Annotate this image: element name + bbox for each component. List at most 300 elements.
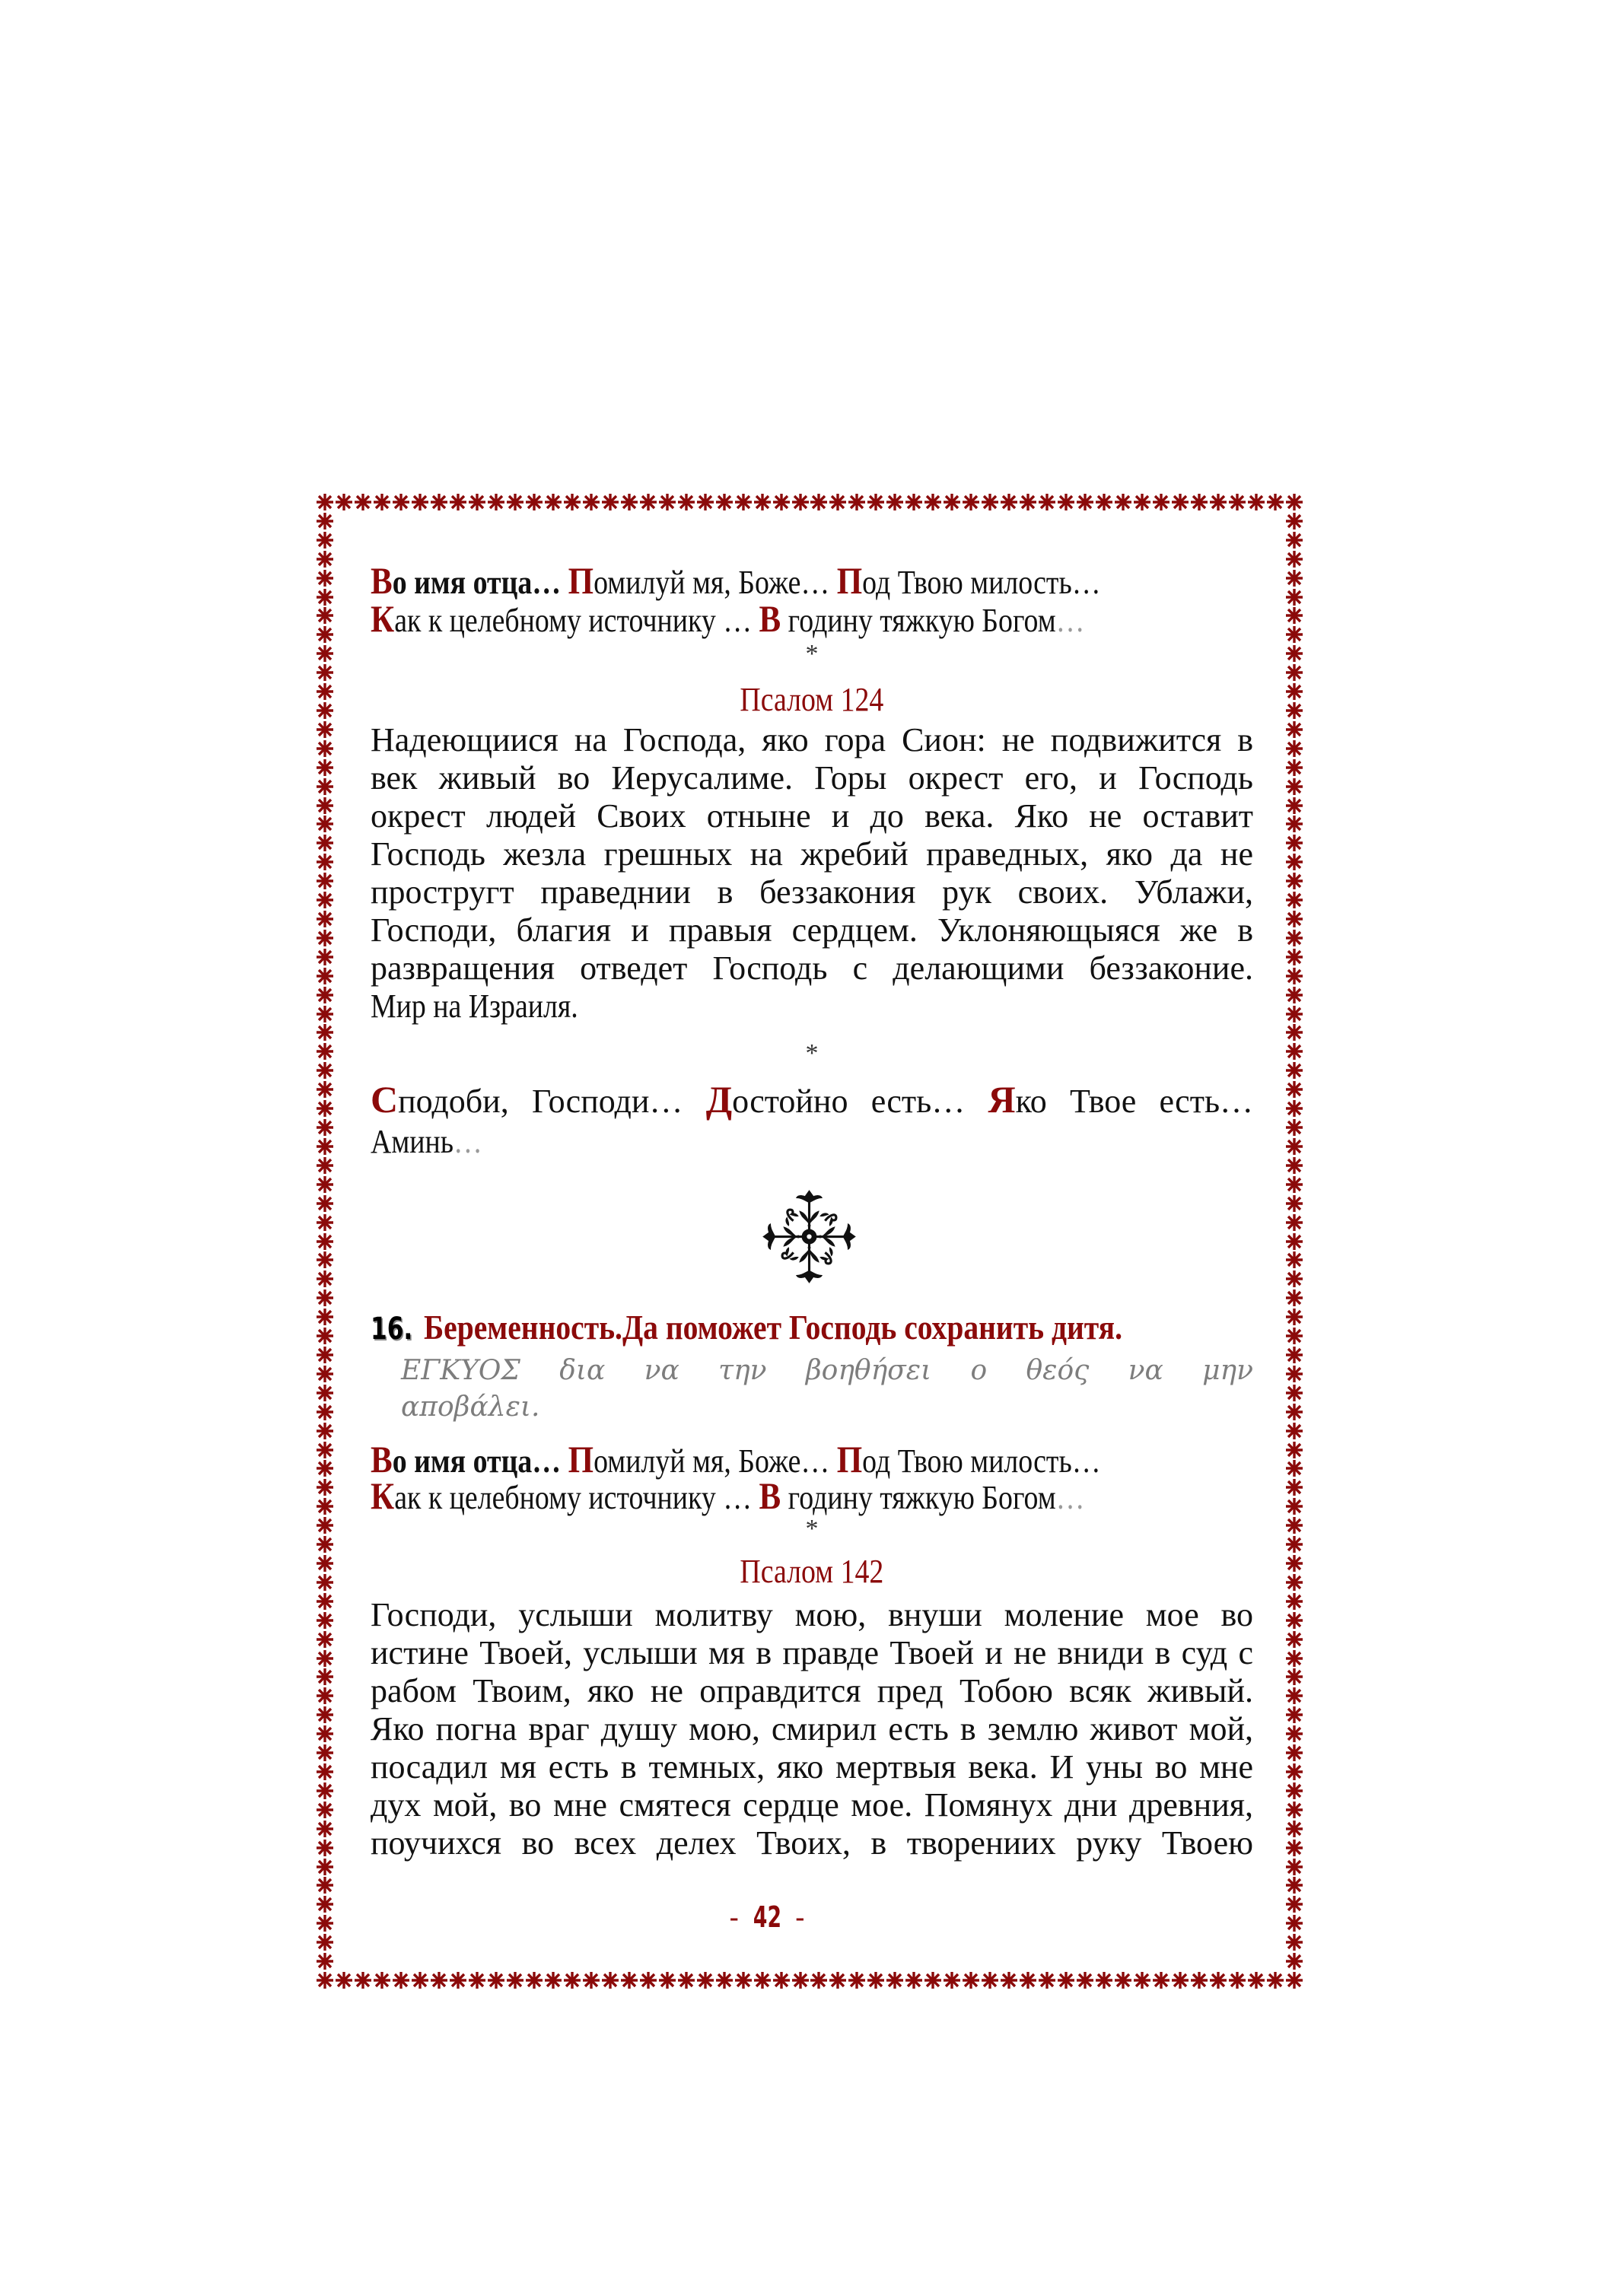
section-number-value: 16	[371, 1312, 404, 1347]
border-asterisk-icon	[316, 1441, 334, 1459]
separator-asterisk: *	[805, 1039, 819, 1067]
border-asterisk-icon	[1285, 625, 1303, 644]
border-asterisk-icon	[791, 1971, 810, 1989]
greek-subtitle-line-1	[401, 1352, 1253, 1390]
border-asterisk-icon	[1266, 1971, 1284, 1989]
border-asterisk-icon	[1285, 1023, 1303, 1041]
initial-letter: К	[371, 1474, 395, 1517]
border-asterisk-icon	[316, 550, 334, 568]
border-asterisk-icon	[316, 891, 334, 909]
border-asterisk-icon	[487, 493, 505, 511]
border-asterisk-icon	[924, 1971, 942, 1989]
psalm-line	[371, 835, 1253, 873]
closing-prayers-line-2	[371, 1123, 1253, 1161]
psalm-line	[371, 1596, 1253, 1634]
border-asterisk-icon	[316, 1346, 334, 1364]
border-asterisk-icon	[1285, 1459, 1303, 1477]
border-asterisk-icon	[1285, 1820, 1303, 1838]
border-asterisk-icon	[1285, 815, 1303, 833]
border-asterisk-icon	[468, 1971, 486, 1989]
border-asterisk-icon	[316, 1858, 334, 1876]
border-asterisk-icon	[1285, 872, 1303, 890]
border-asterisk-icon	[316, 1933, 334, 1951]
border-asterisk-icon	[791, 493, 810, 511]
psalm-line-text: Мир на Израиля.	[371, 987, 578, 1025]
border-asterisk-icon	[1133, 493, 1151, 511]
border-asterisk-icon	[1285, 1365, 1303, 1383]
border-asterisk-icon	[943, 1971, 961, 1989]
border-asterisk-icon	[1285, 1668, 1303, 1686]
border-asterisk-icon	[316, 1971, 334, 1989]
border-asterisk-icon	[316, 1308, 334, 1326]
section-heading	[371, 1307, 1253, 1348]
border-asterisk-icon	[1285, 1630, 1303, 1649]
border-asterisk-icon	[392, 493, 410, 511]
border-asterisk-icon	[1285, 1194, 1303, 1213]
border-asterisk-icon	[335, 493, 353, 511]
border-asterisk-icon	[696, 1971, 714, 1989]
border-asterisk-icon	[1019, 1971, 1037, 1989]
psalm-line	[371, 721, 1253, 759]
border-asterisk-icon	[1285, 1175, 1303, 1194]
prayer-ref: ак к целебному источнику …	[394, 602, 753, 639]
border-asterisk-icon	[316, 1137, 334, 1156]
border-asterisk-icon	[1285, 682, 1303, 701]
border-asterisk-icon	[316, 910, 334, 928]
border-asterisk-icon	[1285, 1971, 1303, 1989]
border-asterisk-icon	[1285, 891, 1303, 909]
prayer-ref: о имя отца…	[392, 564, 562, 601]
border-asterisk-icon	[316, 493, 334, 511]
initial-letter: В	[371, 1438, 393, 1480]
psalm-line	[371, 873, 1253, 911]
border-asterisk-icon	[316, 986, 334, 1004]
border-asterisk-icon	[1209, 493, 1227, 511]
border-asterisk-icon	[1285, 1801, 1303, 1819]
psalm-title-text: Псалом 124	[740, 681, 884, 718]
initial-letter: В	[759, 597, 781, 640]
border-asterisk-icon	[1228, 493, 1246, 511]
border-asterisk-icon	[1285, 1270, 1303, 1288]
border-asterisk-icon	[1285, 701, 1303, 720]
initial-letter: В	[371, 559, 393, 602]
border-asterisk-icon	[449, 1971, 467, 1989]
border-asterisk-icon	[620, 1971, 638, 1989]
border-asterisk-icon	[316, 720, 334, 739]
border-asterisk-icon	[316, 1497, 334, 1515]
border-asterisk-icon	[1285, 720, 1303, 739]
initial-letter: Д	[705, 1078, 733, 1121]
border-asterisk-icon	[848, 1971, 866, 1989]
psalm-line-text: рабом Твоим, яко не оправдится пред Тобою всяк живый.	[371, 1672, 1253, 1709]
border-asterisk-icon	[1076, 493, 1094, 511]
border-asterisk-icon	[316, 872, 334, 890]
border-asterisk-icon	[601, 493, 619, 511]
border-asterisk-icon	[1057, 1971, 1075, 1989]
border-asterisk-icon	[601, 1971, 619, 1989]
border-asterisk-icon	[316, 1061, 334, 1080]
border-asterisk-icon	[1266, 493, 1284, 511]
border-asterisk-icon	[1171, 1971, 1189, 1989]
opening-prayers-line-2	[371, 1474, 1253, 1517]
border-asterisk-icon	[316, 1422, 334, 1440]
border-asterisk-icon	[316, 1535, 334, 1553]
border-asterisk-icon	[316, 834, 334, 852]
border-asterisk-icon	[316, 1687, 334, 1705]
amen-text: Аминь	[371, 1123, 454, 1160]
border-asterisk-icon	[639, 493, 657, 511]
border-asterisk-icon	[886, 493, 904, 511]
border-asterisk-icon	[316, 1763, 334, 1781]
border-asterisk-icon	[1285, 1005, 1303, 1023]
border-asterisk-icon	[829, 493, 847, 511]
border-asterisk-icon	[753, 1971, 772, 1989]
border-asterisk-icon	[316, 588, 334, 606]
border-asterisk-icon	[981, 493, 999, 511]
psalm-title-text: Псалом 142	[740, 1553, 884, 1590]
border-asterisk-icon	[449, 493, 467, 511]
border-asterisk-icon	[316, 797, 334, 815]
border-asterisk-icon	[316, 1289, 334, 1307]
border-asterisk-icon	[316, 682, 334, 701]
psalm-title	[371, 1553, 1253, 1591]
border-asterisk-icon	[316, 701, 334, 720]
psalm-line-text: развращения отведет Господь с делающими беззаконие.	[371, 949, 1253, 987]
border-asterisk-icon	[1285, 1725, 1303, 1743]
initial-letter: С	[371, 1078, 399, 1121]
border-asterisk-icon	[1285, 1573, 1303, 1592]
opening-prayers-line-1	[371, 1440, 1253, 1478]
border-asterisk-icon	[1133, 1971, 1151, 1989]
psalm-line	[371, 797, 1253, 835]
border-asterisk-icon	[316, 1573, 334, 1592]
initial-letter: П	[836, 1438, 863, 1480]
border-asterisk-icon	[316, 1023, 334, 1041]
greek-subtitle-text: αποβάλει.	[401, 1391, 540, 1423]
border-asterisk-icon	[1285, 1384, 1303, 1402]
border-asterisk-icon	[1285, 1611, 1303, 1630]
psalm-line-text: простругт праведнии в беззакония рук своих. Ублажи,	[371, 873, 1253, 911]
psalm-line	[371, 949, 1253, 987]
border-asterisk-icon	[1285, 910, 1303, 928]
border-asterisk-icon	[1285, 1952, 1303, 1970]
greek-subtitle-text: ΕΓΚΥΟΣ δια να την βοηθήσει ο θεός να μην	[401, 1355, 1253, 1386]
border-asterisk-icon	[411, 1971, 429, 1989]
border-asterisk-icon	[1285, 1308, 1303, 1326]
border-asterisk-icon	[1285, 986, 1303, 1004]
border-asterisk-icon	[1285, 1687, 1303, 1705]
border-asterisk-icon	[316, 778, 334, 796]
psalm-line	[371, 1634, 1253, 1672]
section-title: Беременность.Да поможет Господь сохранить дитя.	[424, 1308, 1123, 1347]
border-asterisk-icon	[316, 1194, 334, 1213]
border-asterisk-icon	[1095, 493, 1113, 511]
border-asterisk-icon	[772, 1971, 791, 1989]
border-asterisk-icon	[563, 493, 581, 511]
separator-asterisk: *	[805, 1515, 819, 1543]
border-asterisk-icon	[544, 1971, 562, 1989]
border-asterisk-icon	[525, 1971, 543, 1989]
prayer-ref: омилуй мя, Боже…	[594, 564, 830, 601]
border-asterisk-icon	[715, 493, 734, 511]
border-asterisk-icon	[1285, 1706, 1303, 1724]
border-asterisk-icon	[620, 493, 638, 511]
border-asterisk-icon	[829, 1971, 847, 1989]
border-asterisk-icon	[1285, 644, 1303, 663]
border-asterisk-icon	[1285, 778, 1303, 796]
border-asterisk-icon	[373, 1971, 391, 1989]
border-asterisk-icon	[924, 493, 942, 511]
border-asterisk-icon	[316, 1820, 334, 1838]
psalm-line-text: посадил мя есть в темных, яко мертвыя века. И уны во мне	[371, 1748, 1253, 1786]
border-asterisk-icon	[658, 493, 676, 511]
closing-prayers-line-1	[371, 1078, 1254, 1121]
border-asterisk-icon	[316, 644, 334, 663]
initial-letter: Я	[988, 1078, 1016, 1121]
border-asterisk-icon	[1285, 929, 1303, 947]
border-asterisk-icon	[1285, 1839, 1303, 1857]
ellipsis: …	[1055, 1479, 1085, 1516]
border-asterisk-icon	[867, 1971, 885, 1989]
border-asterisk-icon	[316, 1782, 334, 1800]
border-asterisk-icon	[1285, 1213, 1303, 1232]
border-asterisk-icon	[1285, 797, 1303, 815]
border-asterisk-icon	[1285, 1251, 1303, 1269]
border-asterisk-icon	[1285, 1592, 1303, 1611]
psalm-line-text: окрест людей Своих отныне и до века. Яко не оставит	[371, 797, 1253, 835]
border-asterisk-icon	[316, 1118, 334, 1137]
psalm-line-text: поучихся во всех делех Твоих, в творениих руку Твоею	[371, 1824, 1253, 1862]
initial-letter: В	[759, 1474, 781, 1517]
border-asterisk-icon	[1285, 1649, 1303, 1668]
border-asterisk-icon	[316, 1099, 334, 1118]
border-asterisk-icon	[1152, 493, 1170, 511]
border-asterisk-icon	[316, 1080, 334, 1099]
psalm-line	[371, 1672, 1253, 1710]
border-asterisk-icon	[316, 967, 334, 985]
border-asterisk-icon	[1285, 1346, 1303, 1364]
border-asterisk-icon	[506, 1971, 524, 1989]
border-asterisk-icon	[639, 1971, 657, 1989]
psalm-line	[371, 759, 1253, 797]
border-asterisk-icon	[316, 1005, 334, 1023]
border-asterisk-icon	[1152, 1971, 1170, 1989]
border-asterisk-icon	[487, 1971, 505, 1989]
border-asterisk-icon	[1285, 1478, 1303, 1496]
border-asterisk-icon	[316, 569, 334, 587]
border-asterisk-icon	[582, 493, 600, 511]
border-asterisk-icon	[1076, 1971, 1094, 1989]
border-asterisk-icon	[316, 1251, 334, 1269]
prayer-ref: остойно есть…	[732, 1083, 966, 1120]
border-asterisk-icon	[1285, 1763, 1303, 1781]
border-asterisk-icon	[1285, 606, 1303, 625]
border-asterisk-icon	[677, 493, 695, 511]
border-asterisk-icon	[316, 948, 334, 966]
page-number	[0, 1900, 1534, 1935]
border-asterisk-icon	[316, 1232, 334, 1251]
separator-asterisk: *	[805, 640, 819, 668]
border-asterisk-icon	[1285, 569, 1303, 587]
border-asterisk-icon	[316, 1630, 334, 1649]
ellipsis: …	[1055, 602, 1085, 639]
border-asterisk-icon	[1171, 493, 1189, 511]
border-asterisk-icon	[905, 493, 923, 511]
border-asterisk-icon	[867, 493, 885, 511]
psalm-line-text: Надеющиися на Господа, яко гора Сион: не подвижится в	[371, 721, 1253, 758]
psalm-title	[371, 681, 1253, 719]
border-asterisk-icon	[1285, 1858, 1303, 1876]
border-asterisk-icon	[734, 493, 753, 511]
border-asterisk-icon	[772, 493, 791, 511]
prayer-ref: од Твою милость…	[862, 564, 1101, 601]
border-asterisk-icon	[1000, 493, 1018, 511]
border-asterisk-icon	[582, 1971, 600, 1989]
border-asterisk-icon	[316, 1156, 334, 1175]
border-asterisk-icon	[1285, 1876, 1303, 1894]
border-asterisk-icon	[1228, 1971, 1246, 1989]
section-number	[371, 1309, 412, 1350]
initial-letter: К	[371, 597, 395, 640]
border-asterisk-icon	[848, 493, 866, 511]
border-asterisk-icon	[1285, 1232, 1303, 1251]
border-asterisk-icon	[316, 1175, 334, 1194]
opening-prayers-line-1	[371, 559, 1253, 602]
border-asterisk-icon	[1285, 1289, 1303, 1307]
border-asterisk-icon	[392, 1971, 410, 1989]
border-asterisk-icon	[1285, 1403, 1303, 1421]
border-asterisk-icon	[316, 1554, 334, 1573]
section-number-suffix: .	[403, 1312, 413, 1347]
border-asterisk-icon	[1285, 1080, 1303, 1099]
border-asterisk-icon	[316, 758, 334, 777]
border-asterisk-icon	[1000, 1971, 1018, 1989]
border-asterisk-icon	[316, 1744, 334, 1762]
border-asterisk-icon	[316, 606, 334, 625]
border-asterisk-icon	[1057, 493, 1075, 511]
border-asterisk-icon	[810, 493, 828, 511]
border-asterisk-icon	[316, 1801, 334, 1819]
border-asterisk-icon	[1285, 1156, 1303, 1175]
border-asterisk-icon	[962, 493, 980, 511]
border-asterisk-icon	[316, 815, 334, 833]
border-asterisk-icon	[468, 493, 486, 511]
border-asterisk-icon	[1114, 1971, 1132, 1989]
border-asterisk-icon	[316, 1403, 334, 1421]
border-asterisk-icon	[981, 1971, 999, 1989]
border-asterisk-icon	[1285, 1061, 1303, 1080]
border-asterisk-icon	[734, 1971, 753, 1989]
border-asterisk-icon	[316, 1649, 334, 1668]
border-asterisk-icon	[1285, 1782, 1303, 1800]
page-number-dash: -	[729, 1902, 739, 1934]
border-asterisk-icon	[316, 1327, 334, 1345]
psalm-line-text: Яко погна враг душу мою, смирил есть в землю живот мой,	[371, 1710, 1253, 1747]
border-asterisk-icon	[1285, 663, 1303, 682]
psalm-line-text: Господи, услыши молитву мою, внуши моление мое во	[371, 1596, 1253, 1633]
psalm-line	[371, 1786, 1253, 1824]
border-asterisk-icon	[316, 1365, 334, 1383]
border-asterisk-icon	[1285, 1744, 1303, 1762]
floral-cross-ornament-icon	[762, 1189, 857, 1284]
border-asterisk-icon	[1285, 739, 1303, 758]
prayer-ref: ак к целебному источнику …	[394, 1479, 753, 1516]
border-asterisk-icon	[316, 853, 334, 871]
prayer-ref: о имя отца…	[392, 1442, 562, 1480]
border-asterisk-icon	[1285, 550, 1303, 568]
border-asterisk-icon	[316, 739, 334, 758]
border-asterisk-icon	[316, 1952, 334, 1970]
border-asterisk-icon	[1285, 853, 1303, 871]
border-asterisk-icon	[810, 1971, 828, 1989]
border-asterisk-icon	[1285, 967, 1303, 985]
border-asterisk-icon	[316, 1706, 334, 1724]
border-asterisk-icon	[1285, 1042, 1303, 1061]
prayer-ref: годину тяжкую Богом	[781, 1479, 1056, 1516]
border-asterisk-icon	[1285, 758, 1303, 777]
border-asterisk-icon	[1019, 493, 1037, 511]
border-asterisk-icon	[316, 1516, 334, 1534]
border-asterisk-icon	[1285, 588, 1303, 606]
initial-letter: П	[568, 1438, 594, 1480]
border-asterisk-icon	[316, 1592, 334, 1611]
psalm-line-text: век живый во Иерусалиме. Горы окрест его, и Господь	[371, 759, 1253, 797]
border-asterisk-icon	[1285, 1933, 1303, 1951]
psalm-line-text: Господи, благия и правыя сердцем. Уклоняющыяся же в	[371, 911, 1253, 949]
border-asterisk-icon	[753, 493, 772, 511]
border-asterisk-icon	[316, 1668, 334, 1686]
prayer-ref: годину тяжкую Богом	[781, 602, 1056, 639]
border-asterisk-icon	[1285, 1327, 1303, 1345]
border-asterisk-icon	[943, 493, 961, 511]
border-asterisk-icon	[316, 1725, 334, 1743]
border-asterisk-icon	[316, 1478, 334, 1496]
border-asterisk-icon	[1285, 1516, 1303, 1534]
border-asterisk-icon	[373, 493, 391, 511]
prayer-ref: ко Твое есть…	[1015, 1083, 1254, 1120]
prayer-ref: од Твою милость…	[862, 1442, 1101, 1480]
border-asterisk-icon	[1285, 1099, 1303, 1118]
border-asterisk-icon	[1285, 1535, 1303, 1553]
border-asterisk-icon	[316, 625, 334, 644]
border-asterisk-icon	[1190, 493, 1208, 511]
opening-prayers-line-2	[371, 599, 1253, 638]
border-asterisk-icon	[316, 1839, 334, 1857]
border-asterisk-icon	[316, 663, 334, 682]
border-asterisk-icon	[1247, 493, 1265, 511]
initial-letter: П	[568, 559, 594, 602]
border-asterisk-icon	[715, 1971, 734, 1989]
border-asterisk-icon	[316, 1213, 334, 1232]
psalm-line	[371, 1824, 1253, 1862]
border-asterisk-icon	[1285, 1137, 1303, 1156]
psalm-line-text: дух мой, во мне смятеся сердце мое. Помянух дни древния,	[371, 1786, 1253, 1824]
prayer-ref: омилуй мя, Боже…	[594, 1442, 830, 1480]
border-asterisk-icon	[430, 493, 448, 511]
border-asterisk-icon	[1285, 531, 1303, 549]
page-number-value: 42	[753, 1900, 781, 1934]
greek-subtitle-line-2	[401, 1388, 1253, 1426]
psalm-line	[371, 987, 1253, 1026]
border-asterisk-icon	[1285, 834, 1303, 852]
border-asterisk-icon	[316, 929, 334, 947]
border-asterisk-icon	[335, 1971, 353, 1989]
page-number-dash: -	[795, 1902, 805, 1934]
prayer-ref: подоби, Господи…	[398, 1083, 683, 1120]
border-asterisk-icon	[316, 531, 334, 549]
border-asterisk-icon	[1285, 1441, 1303, 1459]
border-asterisk-icon	[354, 1971, 372, 1989]
